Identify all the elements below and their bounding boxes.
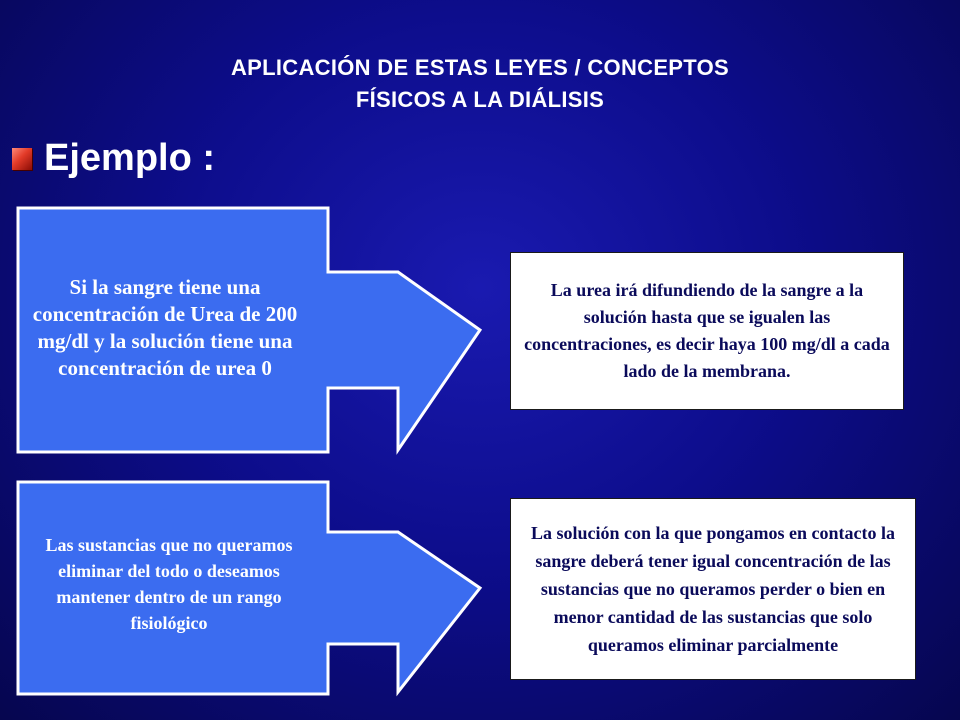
slide-title — [60, 52, 900, 116]
square-bullet-icon — [12, 148, 32, 170]
result-box-1 — [510, 252, 904, 410]
title-line-2: FÍSICOS A LA DIÁLISIS — [355, 87, 605, 112]
result-text-1: La urea irá difundiendo de la sangre a la solución hasta que se igualen las concentraciones, es decir haya 100 mg/dl a cada lado de la membrana. — [524, 280, 890, 381]
arrow-text-1: Si la sangre tiene una concentración de Urea de 200 mg/dl y la solución tiene una concentración de urea 0 — [32, 275, 298, 380]
result-box-2 — [510, 498, 916, 680]
slide-subtitle: Ejemplo : — [44, 137, 216, 179]
title-line-1: APLICACIÓN DE ESTAS LEYES / CONCEPTOS — [230, 55, 730, 80]
result-text-2: La solución con la que pongamos en contacto la sangre deberá tener igual concentración de las sustancias que no queramos perder o bien en menor cantidad de las sustancias que solo queramos eliminar parcialmente — [530, 523, 896, 655]
arrow-text-2: Las sustancias que no queramos eliminar del todo o deseamos mantener dentro de un rango fisiológico — [45, 535, 293, 633]
